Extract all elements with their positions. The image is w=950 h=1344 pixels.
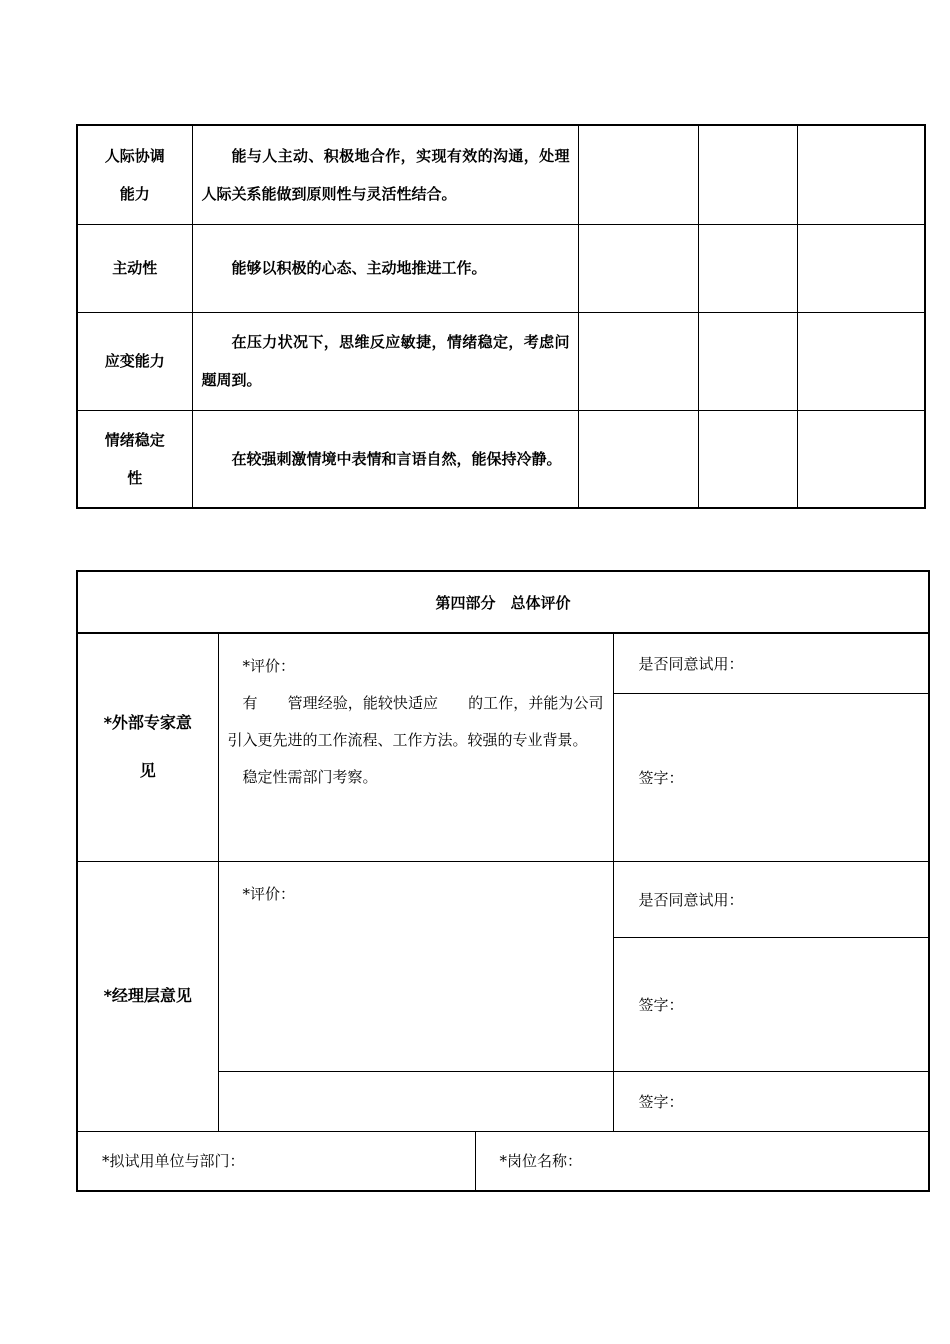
competency-description: 能与人主动、积极地合作，实现有效的沟通，处理人际关系能做到原则性与灵活性结合。 (192, 125, 578, 224)
table-row (77, 125, 925, 224)
table-row (77, 633, 929, 693)
competency-label: 人际协调 能力 (77, 125, 192, 224)
table-row (77, 312, 925, 410)
score-cell[interactable] (797, 410, 925, 508)
evaluation-text: 有 管理经验，能较快适应 的工作，并能为公司引入更先进的工作流程、工作方法。较强的专业背景。 (227, 694, 604, 749)
external-expert-label: *外部专家意 见 (77, 633, 218, 861)
overall-evaluation-table (76, 570, 930, 1192)
score-cell[interactable] (578, 410, 698, 508)
score-cell[interactable] (797, 224, 925, 312)
score-cell[interactable] (797, 312, 925, 410)
empty-cell[interactable] (218, 1071, 613, 1131)
competency-label: 主动性 (77, 224, 192, 312)
agree-trial-label[interactable]: 是否同意试用： (613, 861, 929, 937)
signature-label[interactable]: 签字： (613, 937, 929, 1071)
score-cell[interactable] (698, 125, 797, 224)
score-cell[interactable] (698, 224, 797, 312)
score-cell[interactable] (578, 125, 698, 224)
competency-table (76, 124, 926, 509)
table-row (77, 861, 929, 937)
score-cell[interactable] (578, 312, 698, 410)
score-cell[interactable] (797, 125, 925, 224)
evaluation-text: 稳定性需部门考察。 (242, 768, 378, 786)
table-row (77, 1131, 929, 1191)
trial-unit-label[interactable]: *拟试用单位与部门： (77, 1131, 475, 1191)
score-cell[interactable] (698, 410, 797, 508)
section-title: 第四部分 总体评价 (77, 571, 929, 633)
competency-description: 能够以积极的心态、主动地推进工作。 (192, 224, 578, 312)
competency-description: 在压力状况下，思维反应敏捷，情绪稳定，考虑问题周到。 (192, 312, 578, 410)
manager-label: *经理层意见 (77, 861, 218, 1131)
external-evaluation-cell[interactable] (218, 633, 613, 861)
competency-label: 情绪稳定 性 (77, 410, 192, 508)
score-cell[interactable] (578, 224, 698, 312)
score-cell[interactable] (698, 312, 797, 410)
evaluation-label: *评价： (242, 884, 296, 903)
signature-label[interactable]: 签字： (613, 1071, 929, 1131)
manager-evaluation-cell[interactable] (218, 861, 613, 1071)
competency-label: 应变能力 (77, 312, 192, 410)
position-name-label[interactable]: *岗位名称： (475, 1131, 929, 1191)
table-row (77, 410, 925, 508)
signature-label[interactable]: 签字： (613, 693, 929, 861)
agree-trial-label[interactable]: 是否同意试用： (613, 633, 929, 693)
table-row (77, 224, 925, 312)
evaluation-label: *评价： (242, 657, 296, 675)
competency-description: 在较强刺激情境中表情和言语自然，能保持冷静。 (192, 410, 578, 508)
